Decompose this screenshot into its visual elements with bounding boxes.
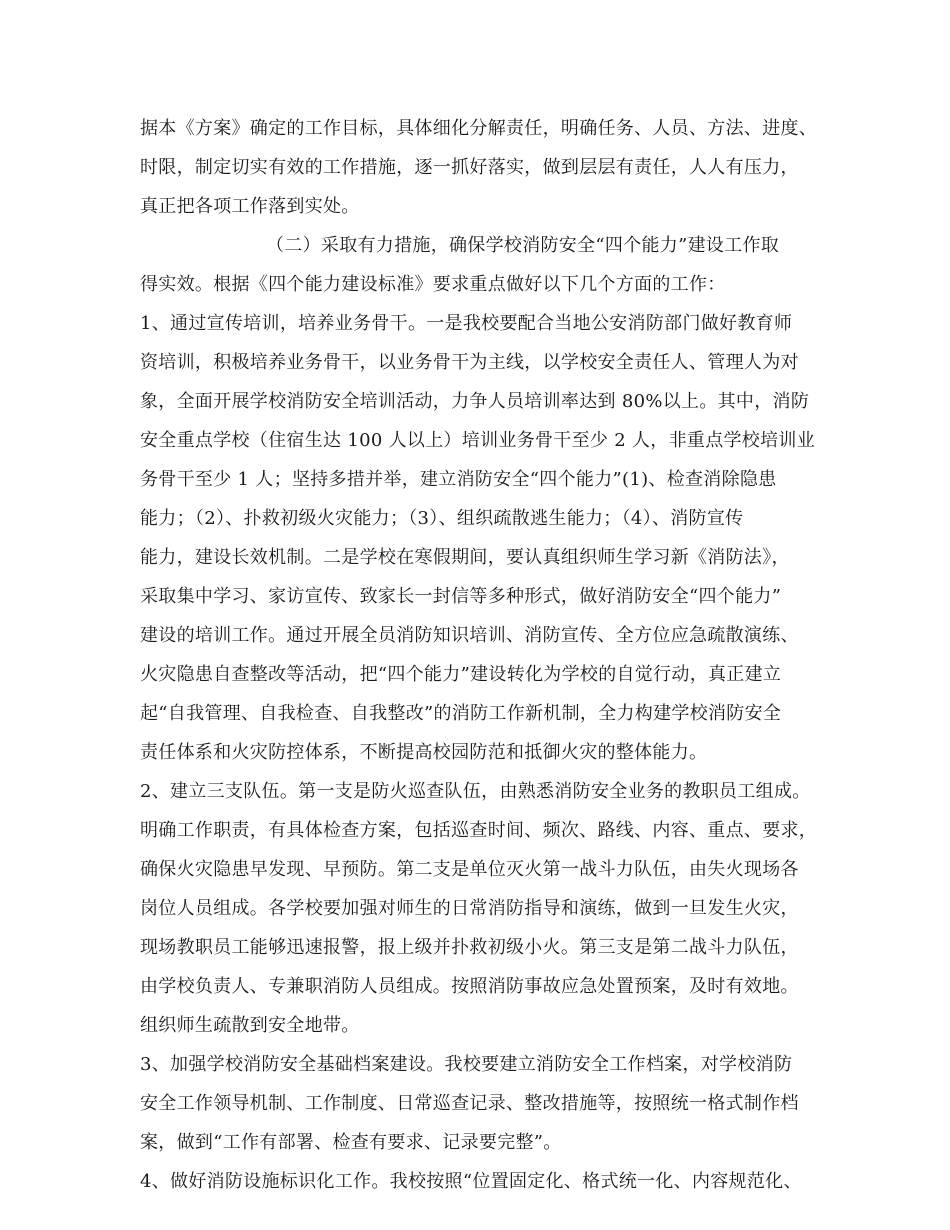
text-line: 4、做好消防设施标识化工作。我校按照“位置固定化、格式统一化、内容规范化、 xyxy=(140,1171,802,1192)
text-line: 起“自我管理、自我检查、自我整改”的消防工作新机制，全力构建学校消防安全 xyxy=(140,703,782,724)
text-line: 得实效。根据《四个能力建设标准》要求重点做好以下几个方面的工作： xyxy=(140,274,726,295)
text-line: 3、加强学校消防安全基础档案建设。我校要建立消防安全工作档案，对学校消防 xyxy=(140,1054,793,1075)
text-line: 2、建立三支队伍。第一支是防火巡查队伍，由熟悉消防安全业务的教职员工组成。 xyxy=(140,781,811,802)
text-line: 安全工作领导机制、工作制度、日常巡查记录、整改措施等，按照统一格式制作档 xyxy=(140,1093,799,1114)
text-line: 1、通过宣传培训，培养业务骨干。一是我校要配合当地公安消防部门做好教育师 xyxy=(140,313,793,334)
text-line: 火灾隐患自查整改等活动，把“四个能力”建设转化为学校的自觉行动，真正建立 xyxy=(140,664,782,685)
text-line: 责任体系和火灾防控体系，不断提高校园防范和抵御火灾的整体能力。 xyxy=(140,742,708,763)
text-line: 能力；（2）、扑救初级火灾能力；（3）、组织疏散逃生能力；（4）、消防宣传 xyxy=(140,508,744,529)
text-line: 岗位人员组成。各学校要加强对师生的日常消防指导和演练，做到一旦发生火灾， xyxy=(140,898,799,919)
text-line: 建设的培训工作。通过开展全员消防知识培训、消防宣传、全方位应急疏散演练、 xyxy=(140,625,799,646)
text-line: 案，做到“工作有部署、检查有要求、记录要完整”。 xyxy=(140,1132,562,1153)
text-line: 由学校负责人、专兼职消防人员组成。按照消防事故应急处置预案，及时有效地。 xyxy=(140,976,799,997)
text-line: 现场教职员工能够迅速报警，报上级并扑救初级小火。第三支是第二战斗力队伍， xyxy=(140,937,799,958)
text-line: 安全重点学校（住宿生达 100 人以上）培训业务骨干至少 2 人，非重点学校培训业 xyxy=(140,430,815,451)
text-line: 象，全面开展学校消防安全培训活动，力争人员培训率达到 80%以上。其中，消防 xyxy=(140,391,810,412)
text-line: 务骨干至少 1 人；坚持多措并举，建立消防安全“四个能力”(1)、检查消除隐患 xyxy=(140,469,777,490)
text-line: 采取集中学习、家访宣传、致家长一封信等多种形式，做好消防安全“四个能力” xyxy=(140,586,782,607)
text-line: 确保火灾隐患早发现、早预防。第二支是单位灭火第一战斗力队伍，由失火现场各 xyxy=(140,859,799,880)
text-line: 据本《方案》确定的工作目标，具体细化分解责任，明确任务、人员、方法、进度、 xyxy=(140,118,818,139)
section-heading: （二）采取有力措施，确保学校消防安全“四个能力”建设工作取 xyxy=(266,235,780,256)
text-line: 真正把各项工作落到实处。 xyxy=(140,196,360,217)
text-line: 组织师生疏散到安全地带。 xyxy=(140,1015,360,1036)
text-line: 资培训，积极培养业务骨干，以业务骨干为主线，以学校安全责任人、管理人为对 xyxy=(140,352,799,373)
text-line: 能力，建设长效机制。二是学校在寒假期间，要认真组织师生学习新《消防法》， xyxy=(140,547,790,568)
text-line: 明确工作职责，有具体检查方案，包括巡查时间、频次、路线、内容、重点、要求， xyxy=(140,820,818,841)
text-line: 时限，制定切实有效的工作措施，逐一抓好落实，做到层层有责任，人人有压力， xyxy=(140,157,799,178)
